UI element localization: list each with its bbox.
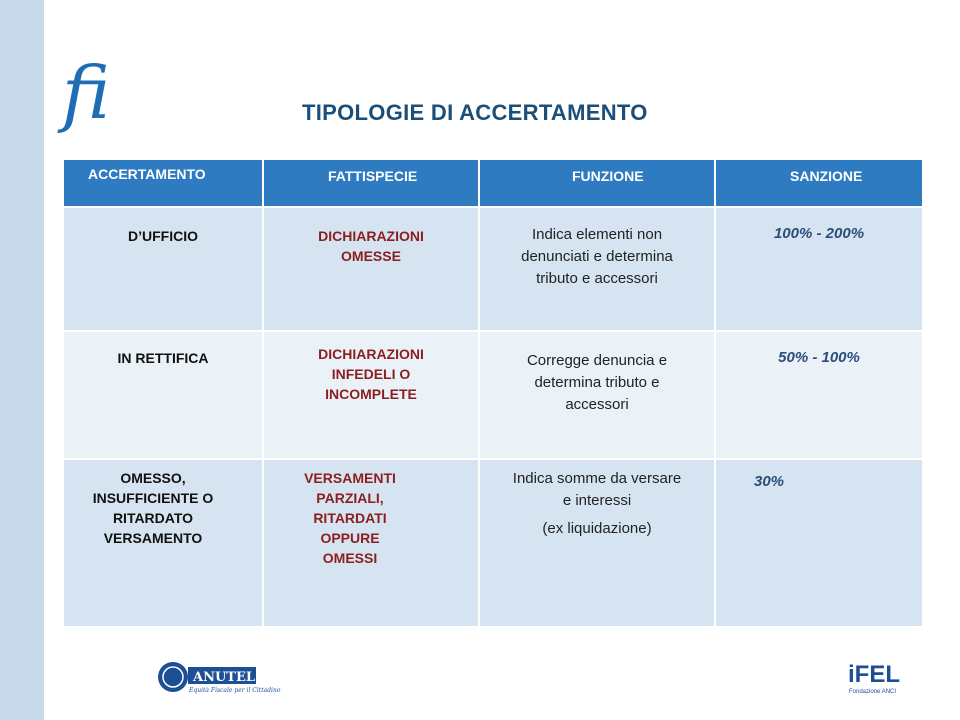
svg-text:ANUTEL: ANUTEL: [193, 670, 256, 685]
header-cell-fattispecie: [264, 160, 478, 206]
slide-title: TIPOLOGIE DI ACCERTAMENTO: [302, 100, 648, 125]
ifel-logo: [848, 656, 900, 696]
anutel-logo: [156, 660, 281, 694]
cell-accertamento: IN RETTIFICA: [117, 350, 209, 366]
cell-accertamento: OMESSO, INSUFFICIENTE O RITARDATO VERSAMENTO: [92, 470, 214, 546]
cell-sanzione: 100% - 200%: [773, 225, 865, 242]
header-label: FATTISPECIE: [328, 168, 418, 184]
table-row: [64, 208, 922, 330]
cell-funzione: Indica somme da versare e interessi (ex liquidazione): [512, 470, 682, 537]
table-row: [64, 332, 922, 458]
cell-sanzione: 30%: [753, 473, 785, 490]
header-cell-funzione: [480, 160, 714, 206]
cell-accertamento: D’UFFICIO: [128, 228, 198, 244]
svg-text:iFEL: iFEL: [848, 661, 900, 688]
fi-logo: [60, 40, 130, 135]
accertamento-table: [64, 160, 922, 626]
header-cell-accertamento: [64, 160, 262, 206]
table-row: [64, 460, 922, 626]
left-accent-band: [0, 0, 44, 720]
cell-fattispecie: DICHIARAZIONI OMESSE: [318, 228, 424, 264]
cell-fattispecie: DICHIARAZIONI INFEDELI O INCOMPLETE: [318, 346, 424, 402]
header-label: ACCERTAMENTO: [88, 166, 206, 182]
svg-text:fi: fi: [62, 51, 111, 135]
cell-fattispecie: VERSAMENTI PARZIALI, RITARDATI OPPURE OMESSI: [304, 470, 396, 566]
cell-funzione: Corregge denuncia e determina tributo e accessori: [526, 352, 668, 413]
header-cell-sanzione: [716, 160, 922, 206]
header-label: SANZIONE: [790, 168, 863, 184]
svg-text:Equità Fiscale per il Cittadin: Equità Fiscale per il Cittadino: [189, 687, 281, 694]
svg-text:Fondazione ANCI: Fondazione ANCI: [849, 689, 897, 695]
header-label: FUNZIONE: [572, 168, 644, 184]
cell-sanzione: 50% - 100%: [778, 349, 860, 366]
cell-funzione: Indica elementi non denunciati e determina tributo e accessori: [521, 226, 673, 287]
